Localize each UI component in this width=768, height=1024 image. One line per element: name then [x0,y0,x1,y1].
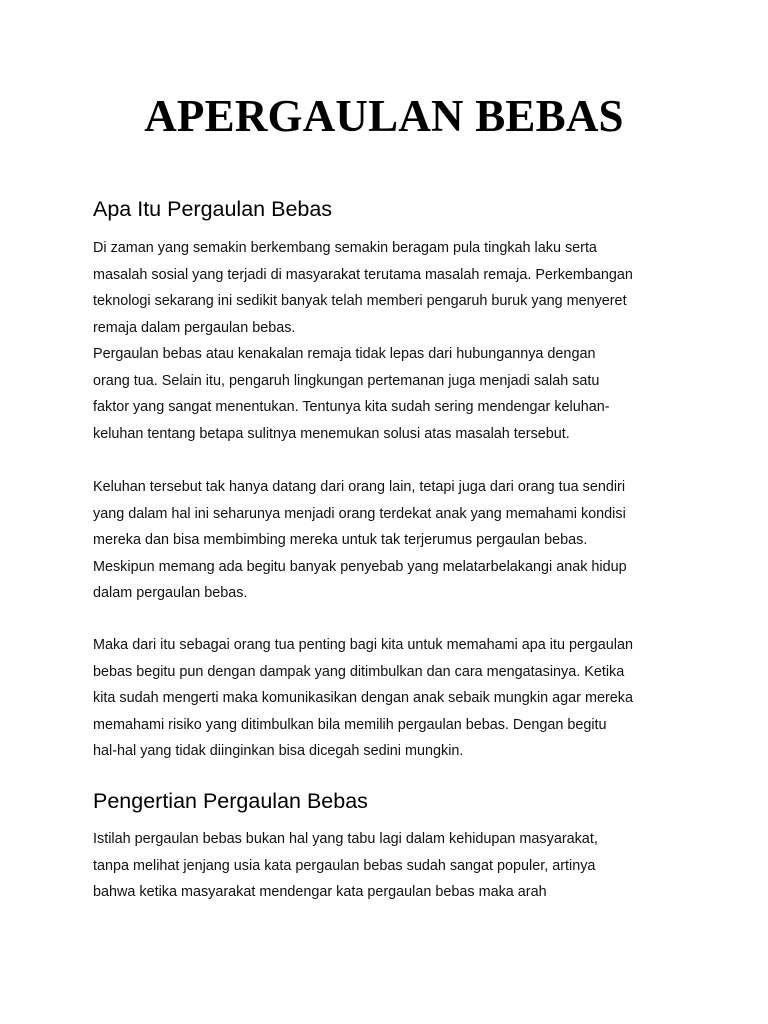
text-line: kita sudah mengerti maka komunikasikan dengan anak sebaik mungkin agar mereka [93,690,633,706]
text-line: bebas begitu pun dengan dampak yang ditimbulkan dan cara mengatasinya. Ketika [93,663,625,680]
document-title: APERGAULAN BEBAS [144,91,624,141]
text-line: teknologi sekarang ini sedikit banyak telah memberi pengaruh buruk yang menyeret [93,293,627,309]
paragraph-istilah [93,826,693,906]
text-line: Keluhan tersebut tak hanya datang dari orang lain, tetapi juga dari orang tua sendiri [93,479,626,495]
text-line: hal-hal yang tidak diinginkan bisa dicegah sedini mungkin. [93,743,464,759]
text-line: tanpa melihat jenjang usia kata pergaulan bebas sudah sangat populer, artinya [93,857,596,874]
paragraph-maka [93,632,693,765]
text-line: remaja dalam pergaulan bebas. [93,319,296,336]
text-line: Pergaulan bebas atau kenakalan remaja tidak lepas dari hubungannya dengan [93,346,596,362]
text-line: Meskipun memang ada begitu banyak penyebab yang melatarbelakangi anak hidup [93,558,627,575]
text-line: orang tua. Selain itu, pengaruh lingkungan pertemanan juga menjadi salah satu [93,372,600,389]
text-line: yang dalam hal ini seharunya menjadi orang terdekat anak yang memahami kondisi [93,505,626,522]
text-line: keluhan tentang betapa sulitnya menemukan solusi atas masalah tersebut. [93,425,570,442]
text-line: mereka dan bisa membimbing mereka untuk tak terjerumus pergaulan bebas. [93,532,588,548]
text-line: Di zaman yang semakin berkembang semakin beragam pula tingkah laku serta [93,240,597,256]
text-line: bahwa ketika masyarakat mendengar kata pergaulan bebas maka arah [93,884,547,900]
section-heading-pengertian: Pengertian Pergaulan Bebas [93,789,368,813]
text-line: memahami risiko yang ditimbulkan bila memilih pergaulan bebas. Dengan begitu [93,716,607,733]
paragraph-keluhan [93,474,693,607]
text-line: dalam pergaulan bebas. [93,585,248,601]
text-line: faktor yang sangat menentukan. Tentunya kita sudah sering mendengar keluhan- [93,399,610,415]
section-heading-apa-itu: Apa Itu Pergaulan Bebas [93,197,333,221]
text-line: Istilah pergaulan bebas bukan hal yang tabu lagi dalam kehidupan masyarakat, [93,831,598,847]
text-line: Maka dari itu sebagai orang tua penting bagi kita untuk memahami apa itu pergaulan [93,637,633,653]
paragraph-intro [93,235,693,447]
text-line: masalah sosial yang terjadi di masyarakat terutama masalah remaja. Perkembangan [93,266,633,283]
